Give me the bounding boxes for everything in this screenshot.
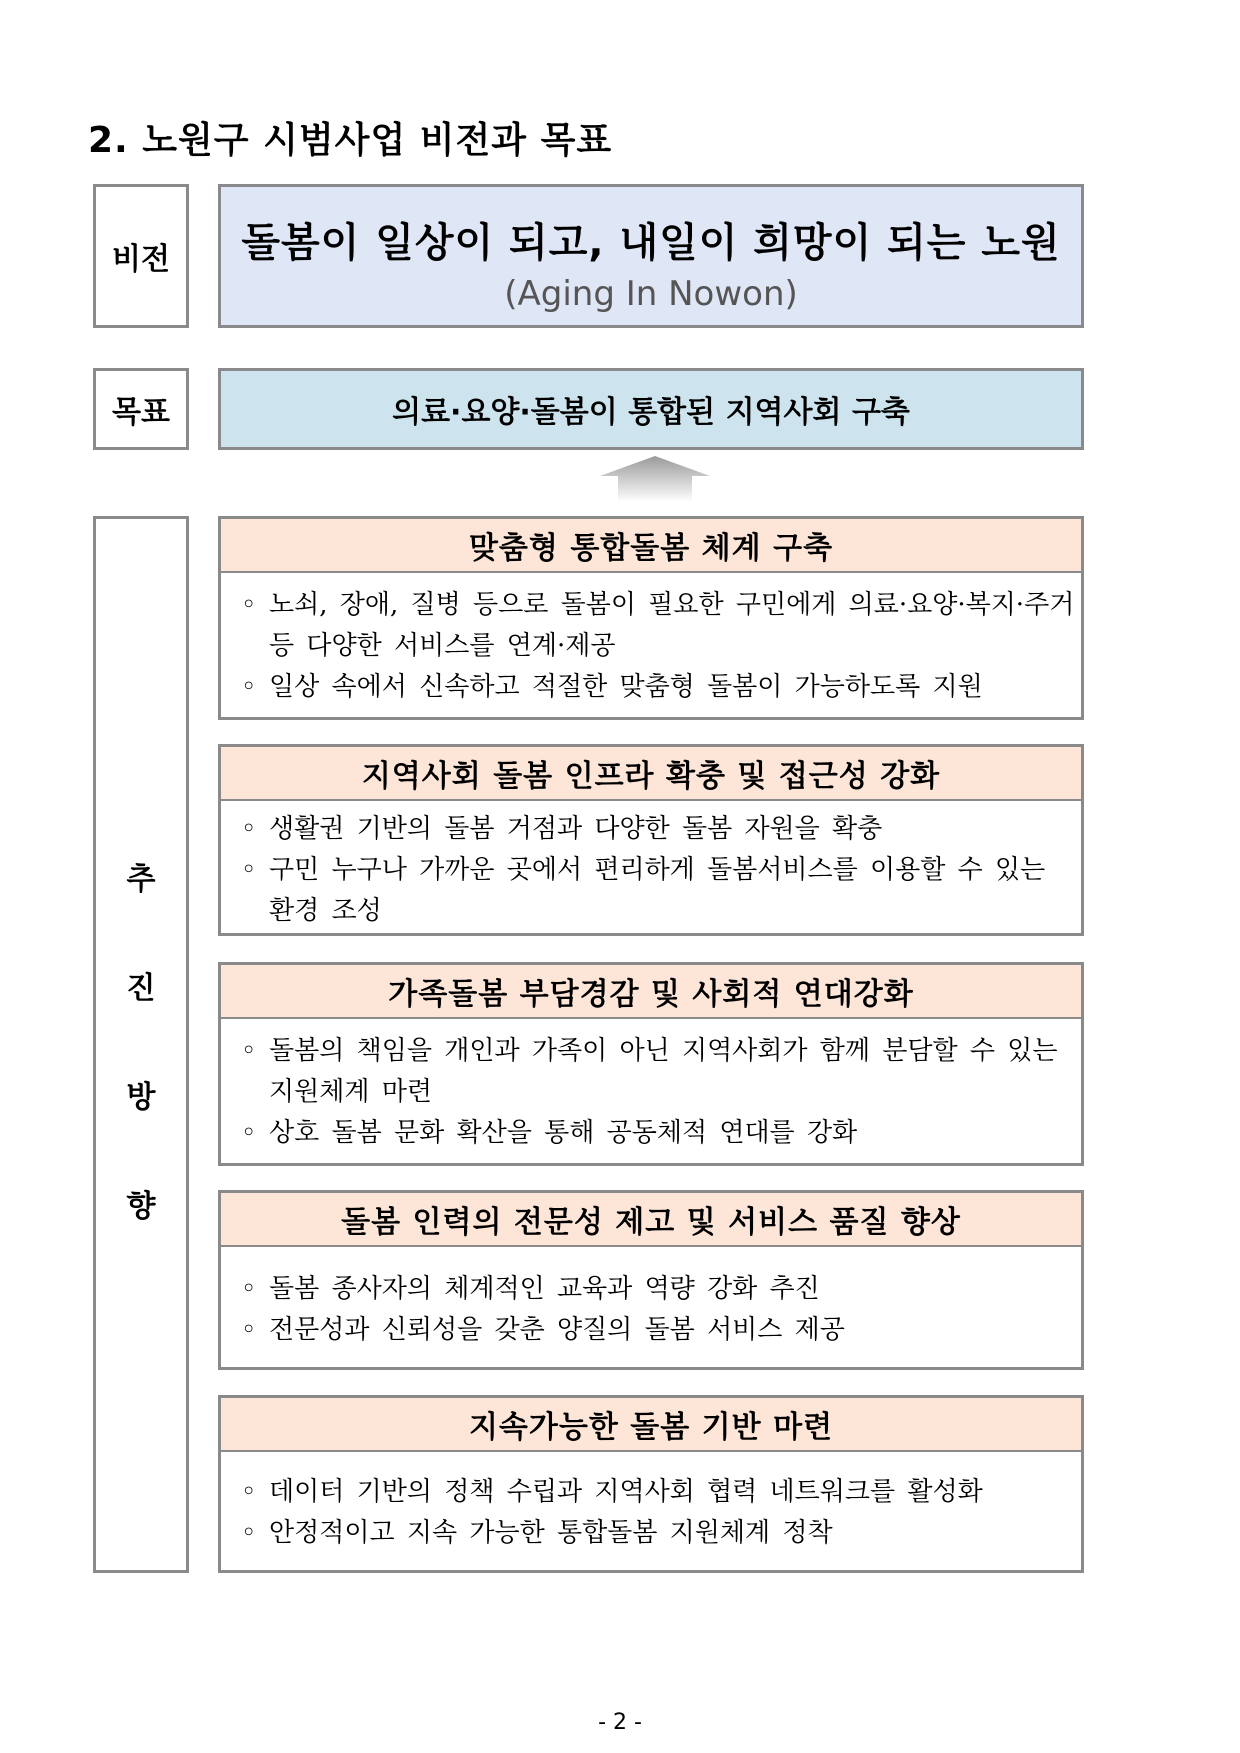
bullet: ◦ bbox=[241, 814, 257, 844]
strategy-section bbox=[218, 516, 1084, 720]
list-item bbox=[241, 1513, 1081, 1554]
list-item bbox=[241, 809, 1081, 850]
up-arrow-icon bbox=[600, 456, 710, 502]
direction-label bbox=[93, 516, 189, 1573]
direction-char: 방 bbox=[126, 1080, 156, 1115]
strategy-section bbox=[218, 744, 1084, 936]
section-heading: 가족돌봄 부담경감 및 사회적 연대강화 bbox=[221, 965, 1081, 1019]
vision-label: 비전 bbox=[93, 184, 189, 328]
item-text: 돌봄의 책임을 개인과 가족이 아닌 지역사회가 함께 분담할 수 있는 지원체계 마련 bbox=[269, 1036, 1058, 1107]
bullet: ◦ bbox=[241, 1118, 257, 1148]
page-number: - 2 - bbox=[598, 1710, 642, 1735]
item-text: 안정적이고 지속 가능한 통합돌봄 지원체계 정착 bbox=[269, 1518, 833, 1548]
list-item bbox=[241, 1031, 1081, 1113]
list-item bbox=[241, 1472, 1081, 1513]
item-text: 구민 누구나 가까운 곳에서 편리하게 돌봄서비스를 이용할 수 있는 환경 조성 bbox=[269, 855, 1046, 926]
bullet: ◦ bbox=[241, 1518, 257, 1548]
goal-box: 의료·요양·돌봄이 통합된 지역사회 구축 bbox=[218, 368, 1084, 450]
direction-char: 추 bbox=[126, 862, 156, 897]
list-item bbox=[241, 667, 1081, 708]
vision-box bbox=[218, 184, 1084, 328]
section-heading: 돌봄 인력의 전문성 제고 및 서비스 품질 향상 bbox=[221, 1193, 1081, 1247]
list-item bbox=[241, 1269, 1081, 1310]
section-heading: 맞춤형 통합돌봄 체계 구축 bbox=[221, 519, 1081, 573]
page-title: 2. 노원구 시범사업 비전과 목표 bbox=[88, 120, 613, 161]
item-text: 상호 돌봄 문화 확산을 통해 공동체적 연대를 강화 bbox=[269, 1118, 858, 1148]
item-text: 노쇠, 장애, 질병 등으로 돌봄이 필요한 구민에게 의료·요양·복지·주거 등 다양한 서비스를 연계·제공 bbox=[269, 590, 1075, 661]
item-text: 데이터 기반의 정책 수립과 지역사회 협력 네트워크를 활성화 bbox=[269, 1477, 983, 1507]
vision-subtitle: (Aging In Nowon) bbox=[504, 274, 798, 314]
direction-char: 진 bbox=[126, 971, 156, 1006]
bullet: ◦ bbox=[241, 1274, 257, 1304]
bullet: ◦ bbox=[241, 1036, 257, 1066]
strategy-section bbox=[218, 1190, 1084, 1370]
strategy-section bbox=[218, 962, 1084, 1166]
strategy-section bbox=[218, 1395, 1084, 1573]
bullet: ◦ bbox=[241, 1477, 257, 1507]
item-text: 전문성과 신뢰성을 갖춘 양질의 돌봄 서비스 제공 bbox=[269, 1315, 845, 1345]
list-item bbox=[241, 1113, 1081, 1154]
section-heading: 지속가능한 돌봄 기반 마련 bbox=[221, 1398, 1081, 1452]
list-item bbox=[241, 1310, 1081, 1351]
goal-label: 목표 bbox=[93, 368, 189, 450]
bullet: ◦ bbox=[241, 855, 257, 885]
item-text: 일상 속에서 신속하고 적절한 맞춤형 돌봄이 가능하도록 지원 bbox=[269, 672, 983, 702]
list-item bbox=[241, 585, 1081, 667]
bullet: ◦ bbox=[241, 672, 257, 702]
vision-statement: 돌봄이 일상이 되고, 내일이 희망이 되는 노원 bbox=[241, 220, 1061, 266]
bullet: ◦ bbox=[241, 1315, 257, 1345]
list-item bbox=[241, 850, 1081, 932]
section-heading: 지역사회 돌봄 인프라 확충 및 접근성 강화 bbox=[221, 747, 1081, 801]
item-text: 돌봄 종사자의 체계적인 교육과 역량 강화 추진 bbox=[269, 1274, 820, 1304]
direction-char: 향 bbox=[126, 1189, 156, 1224]
item-text: 생활권 기반의 돌봄 거점과 다양한 돌봄 자원을 확충 bbox=[269, 814, 883, 844]
bullet: ◦ bbox=[241, 590, 257, 620]
